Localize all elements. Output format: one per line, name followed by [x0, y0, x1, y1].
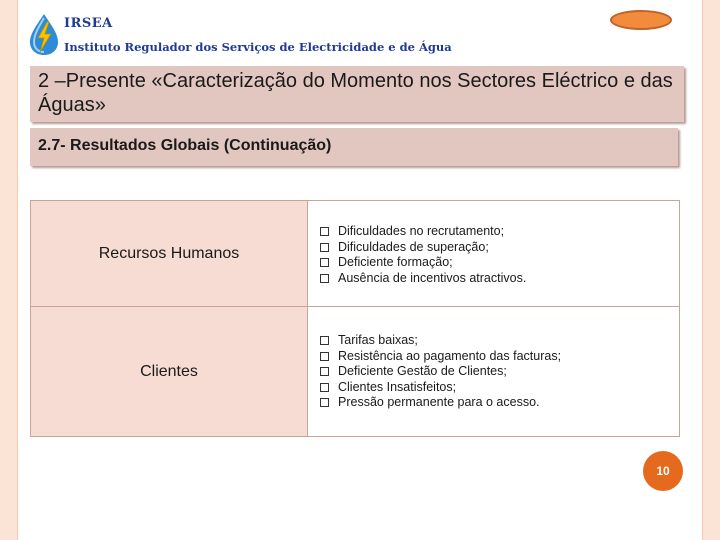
- checkbox-bullet-icon: [320, 398, 329, 407]
- checkbox-bullet-icon: [320, 227, 329, 236]
- title-band: [30, 66, 684, 122]
- list-item: Ausência de incentivos atractivos.: [320, 271, 679, 287]
- checkbox-bullet-icon: [320, 274, 329, 283]
- slide-frame-right-line: [702, 0, 703, 540]
- list-item: Deficiente Gestão de Clientes;: [320, 364, 679, 380]
- slide-frame-left-line: [17, 0, 18, 540]
- slide-frame-right: [703, 0, 720, 540]
- row-label-cell: [31, 307, 308, 436]
- checkbox-bullet-icon: [320, 352, 329, 361]
- checkbox-bullet-icon: [320, 383, 329, 392]
- irsea-logo: [26, 12, 476, 56]
- row-label-recursos-humanos: Recursos Humanos: [98, 244, 240, 262]
- list-item: Tarifas baixas;: [320, 333, 679, 349]
- results-table: [30, 200, 680, 437]
- row-items-cell: [308, 307, 679, 436]
- checkbox-bullet-icon: [320, 243, 329, 252]
- checkbox-bullet-icon: [320, 258, 329, 267]
- row-items-cell: [308, 201, 679, 307]
- list-item: Resistência ao pagamento das facturas;: [320, 349, 679, 365]
- slide-title: 2 –Presente «Caracterização do Momento nos Sectores Eléctrico e das Águas»: [38, 70, 673, 116]
- checkbox-bullet-icon: [320, 336, 329, 345]
- logo-full-name: Instituto Regulador dos Serviços de Electricidade e de Água: [64, 40, 452, 54]
- oval-decoration: [610, 10, 672, 30]
- page-number-badge: 10: [643, 451, 683, 491]
- slide-frame-left: [0, 0, 17, 540]
- list-item: Dificuldades de superação;: [320, 240, 679, 256]
- list-item: Clientes Insatisfeitos;: [320, 380, 679, 396]
- list-item: Pressão permanente para o acesso.: [320, 395, 679, 411]
- list-item: Deficiente formação;: [320, 255, 679, 271]
- row-label-cell: [31, 201, 308, 307]
- list-item: Dificuldades no recrutamento;: [320, 224, 679, 240]
- bullet-list-recursos-humanos: [320, 224, 679, 286]
- subtitle-band: [30, 128, 678, 166]
- irsea-logo-icon: [26, 12, 62, 56]
- checkbox-bullet-icon: [320, 367, 329, 376]
- bullet-list-clientes: [320, 333, 679, 411]
- logo-short-name: IRSEA: [64, 16, 113, 31]
- row-label-clientes: Clientes: [140, 362, 198, 380]
- slide-subtitle: 2.7- Resultados Globais (Continuação): [38, 137, 332, 154]
